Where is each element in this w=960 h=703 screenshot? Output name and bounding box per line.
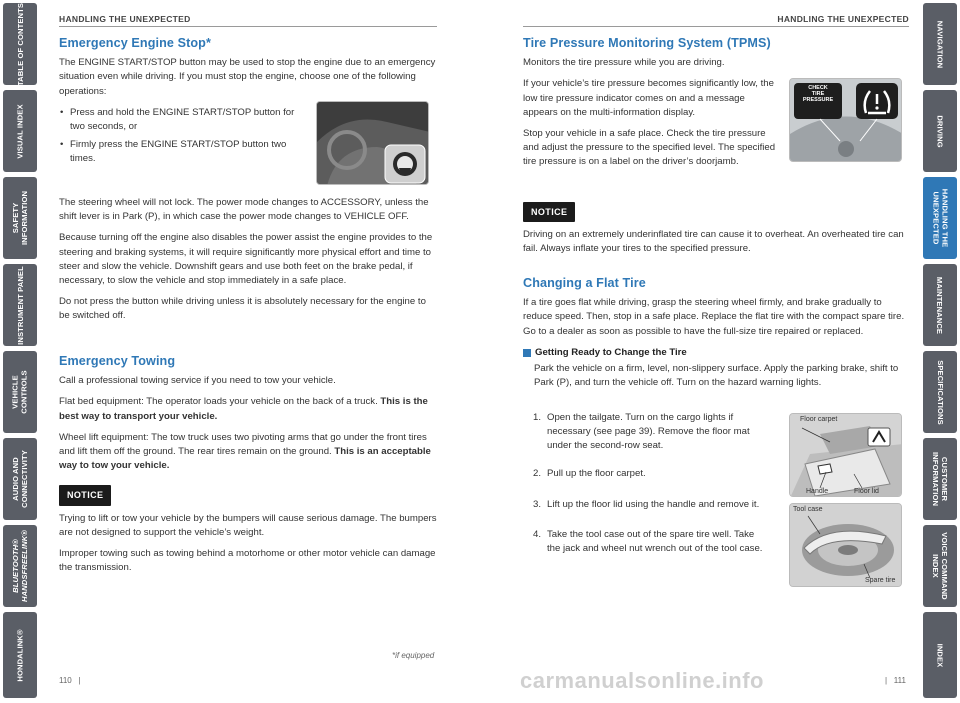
left-running-header: HANDLING THE UNEXPECTED	[59, 14, 191, 24]
tab-audio-connectivity[interactable]: AUDIO AND CONNECTIVITY	[3, 438, 37, 520]
footnote: *if equipped	[392, 651, 435, 660]
flat-tire-intro: If a tire goes flat while driving, grasp the steering wheel firmly, and brake gradually to reduce speed. Then, stop in a safe place. Replace the flat tire with the compact spare tire. Go to a dealer as soon as possible to have the full-size tire repaired or replaced.	[523, 297, 905, 337]
towing-notice-text: Improper towing such as towing behind a motorhome or other motor vehicle can damage the transmission.	[59, 548, 436, 574]
tpms-paragraph: Monitors the tire pressure while you are driving.	[523, 57, 725, 69]
section-changing-flat-tire	[523, 276, 909, 397]
left-page-number: 110 |	[59, 676, 81, 685]
tab-instrument-panel[interactable]: INSTRUMENT PANEL	[3, 264, 37, 346]
left-section-tabs	[0, 0, 40, 703]
tab-index[interactable]: INDEX	[923, 612, 957, 698]
engine-stop-paragraph: The steering wheel will not lock. The power mode changes to ACCESSORY, unless the shift lever is in Park (P), in which case the power mode changes to VEHICLE OFF.	[59, 197, 429, 223]
engine-stop-intro: The ENGINE START/STOP button may be used to stop the engine due to an emergency situation even while driving. If you must stop the engine, choose one of the following operations:	[59, 57, 436, 97]
tpms-paragraph: If your vehicle’s tire pressure becomes significantly low, the low tire pressure indicator comes on and a message appears on the multi-information display.	[523, 78, 774, 118]
tool-case-label: Tool case	[793, 506, 823, 513]
tab-navigation[interactable]: NAVIGATION	[923, 3, 957, 85]
tpms-notice	[523, 202, 909, 264]
towing-flat-bed: Flat bed equipment: The operator loads your vehicle on the back of a truck. This is the best way to transport your vehicle.	[59, 396, 428, 422]
right-section-tabs	[920, 0, 960, 703]
step-item: 4. Take the tool case out of the spare tire well. Take the jack and wheel nut wrench out of the tool case.	[533, 529, 763, 555]
engine-stop-details	[59, 196, 437, 331]
tab-handling-the-unexpected[interactable]: HANDLING THE UNEXPECTED	[923, 177, 957, 259]
tab-driving[interactable]: DRIVING	[923, 90, 957, 172]
tab-bluetooth-handsfreelink[interactable]: BLUETOOTH® HANDSFREELINK®	[3, 525, 37, 607]
tpms-display-text: CHECK TIRE PRESSURE	[802, 85, 834, 103]
right-page-number: | 111	[885, 676, 906, 685]
towing-wheel-lift: Wheel lift equipment: The tow truck uses two pivoting arms that go under the front tires and lift them off the ground. The rear tires remain on the ground. This is an acceptable way to tow your vehicle.	[59, 431, 431, 472]
engine-start-stop-button-image	[316, 101, 429, 185]
step-item: 2. Pull up the floor carpet.	[533, 468, 646, 479]
tpms-paragraph: Stop your vehicle in a safe place. Check the tire pressure and adjust the pressure to the specified level. The specified tire pressure is on a label on the driver’s doorjamb.	[523, 128, 776, 168]
engine-stop-title: Emergency Engine Stop*	[59, 36, 211, 50]
tab-safety-information[interactable]: SAFETY INFORMATION	[3, 177, 37, 259]
tpms-indicator-image	[789, 78, 902, 162]
spare-tire-label: Spare tire	[865, 577, 896, 584]
tpms-notice-text: Driving on an extremely underinflated tire can cause it to overheat. An overheated tire can fail. Always inflate your tires to the specified pressure.	[523, 229, 904, 255]
tab-specifications[interactable]: SPECIFICATIONS	[923, 351, 957, 433]
tab-vehicle-controls[interactable]: VEHICLE CONTROLS	[3, 351, 37, 433]
tpms-notice-badge: NOTICE	[523, 202, 575, 222]
towing-notice-text: Trying to lift or tow your vehicle by the bumpers will cause serious damage. The bumpers are not designed to support the vehicle’s weight.	[59, 512, 437, 538]
tab-hondalink[interactable]: HONDALINK®	[3, 612, 37, 698]
tab-voice-command-index[interactable]: VOICE COMMAND INDEX	[923, 525, 957, 607]
flat-tire-title: Changing a Flat Tire	[523, 276, 646, 290]
getting-ready-text: Park the vehicle on a firm, level, non-slippery surface. Apply the parking brake, shift to Park (P), and turn the vehicle off. Turn on the hazard warning lights.	[534, 363, 899, 389]
tire-change-steps	[533, 411, 763, 556]
floor-lid-label: Floor lid	[854, 488, 879, 495]
tab-table-of-contents[interactable]: TABLE OF CONTENTS	[3, 3, 37, 85]
floor-lid-image	[789, 413, 902, 497]
tab-customer-information[interactable]: CUSTOMER INFORMATION	[923, 438, 957, 520]
engine-stop-option: • Press and hold the ENGINE START/STOP button for two seconds, or	[59, 106, 304, 134]
engine-stop-paragraph: Do not press the button while driving unless it is absolutely necessary for the engine to be switched off.	[59, 296, 426, 322]
engine-stop-options	[59, 106, 304, 167]
section-emergency-towing	[59, 354, 437, 582]
tab-maintenance[interactable]: MAINTENANCE	[923, 264, 957, 346]
section-marker-icon	[523, 349, 531, 357]
towing-title: Emergency Towing	[59, 354, 176, 368]
engine-stop-paragraph: Because turning off the engine also disables the power assist the engine provides to the steering and braking systems, it will require significantly more physical effort and time to steer and slow the vehicle. Downshift gears and use both feet on the brake pedal, if necessary, to slow the vehicle and stop immediately in a safe place.	[59, 232, 433, 287]
getting-ready-subhead: Getting Ready to Change the Tire	[523, 346, 909, 360]
engine-stop-option: • Firmly press the ENGINE START/STOP button two times.	[59, 138, 304, 166]
right-running-header: HANDLING THE UNEXPECTED	[777, 14, 909, 24]
towing-notice-badge: NOTICE	[59, 485, 111, 505]
step-item: 3. Lift up the floor lid using the handle and remove it.	[533, 499, 760, 510]
right-header-rule	[523, 26, 909, 27]
step-item: 1. Open the tailgate. Turn on the cargo lights if necessary (see page 39). Remove the floor mat under the second-row seat.	[533, 412, 750, 452]
spare-tire-image	[789, 503, 902, 587]
towing-paragraph: Call a professional towing service if you need to tow your vehicle.	[59, 375, 336, 387]
handle-label: Handle	[806, 488, 829, 495]
tab-visual-index[interactable]: VISUAL INDEX	[3, 90, 37, 172]
watermark: carmanualsonline.info	[520, 668, 764, 693]
tpms-title: Tire Pressure Monitoring System (TPMS)	[523, 36, 771, 50]
floor-carpet-label: Floor carpet	[800, 416, 838, 423]
left-header-rule	[59, 26, 437, 27]
